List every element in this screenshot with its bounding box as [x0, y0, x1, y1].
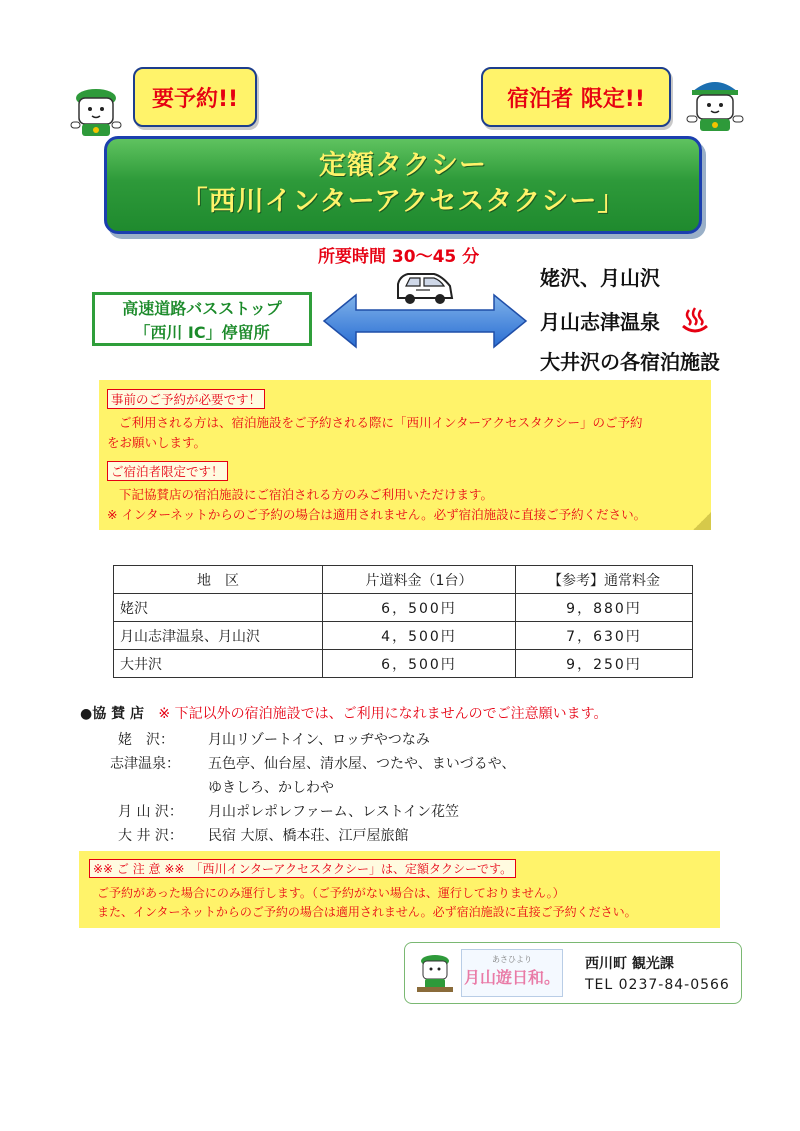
title-banner	[104, 136, 702, 234]
one-way-fare-cell: 4，500円	[323, 622, 516, 650]
area-cell: 月山志津温泉、月山沢	[114, 622, 323, 650]
info-text-1a: ご利用される方は、宿泊施設をご予約される際に「西川インターアクセスタクシー」のご予約	[119, 415, 643, 430]
table-row	[114, 594, 693, 622]
table-row	[114, 622, 693, 650]
sponsor-area: 姥 沢：	[118, 732, 174, 748]
footer-logo	[461, 949, 563, 997]
hot-spring-icon	[680, 306, 710, 334]
sponsor-area: 月 山 沢：	[118, 804, 183, 820]
sponsor-area: 大 井 沢：	[118, 828, 183, 844]
banner-title-line2: 「西川インターアクセスタクシー」	[180, 186, 626, 217]
info-label-guests: ご宿泊者限定です！	[107, 461, 228, 481]
area-cell: 姥沢	[114, 594, 323, 622]
reservation-required-badge: 要予約!!	[133, 67, 257, 127]
sponsor-names: 民宿 大原、橋本荘、江戸屋旅館	[208, 828, 409, 844]
destination-3: 大井沢の各宿泊施設	[540, 350, 720, 374]
sponsor-area: 志津温泉：	[110, 756, 180, 772]
caution-line1: ご予約があった場合にのみ運行します。（ご予約がない場合は、運行しておりません。）	[97, 886, 565, 900]
header-area: 地 区	[114, 566, 323, 594]
sponsors-title: ●協 賛 店	[80, 706, 144, 722]
sponsors-section	[80, 703, 720, 723]
sponsors-note: ※ 下記以外の宿泊施設では、ご利用になれませんのでご注意願います。	[158, 706, 608, 722]
logo-small-text: あさひより	[492, 955, 532, 964]
sponsor-names: 月山ポレポレファーム、レストイン花笠	[208, 804, 460, 820]
caution-label: ※※ ご 注 意 ※※ 「西川インターアクセスタクシー」は、定額タクシーです。	[89, 859, 516, 878]
mascot-left-image	[66, 82, 126, 142]
normal-fare-cell: 9，250円	[516, 650, 693, 678]
info-text-2b: ※ インターネットからのご予約の場合は適用されません。必ず宿泊施設に直接ご予約ください。	[107, 507, 647, 522]
normal-fare-cell: 7，630円	[516, 622, 693, 650]
footer-tel: TEL 0237-84-0566	[585, 977, 730, 993]
sponsor-names: 五色亭、仙台屋、清水屋、つたや、まいづるや、	[208, 756, 516, 772]
info-text-1b: をお願いします。	[107, 435, 207, 450]
mascot-right-image	[684, 72, 746, 136]
destination-1: 姥沢、月山沢	[540, 266, 660, 290]
page-fold-decoration	[693, 512, 711, 530]
caution-box	[79, 851, 720, 928]
table-header-row	[114, 566, 693, 594]
header-normal-fare: 【参考】通常料金	[516, 566, 693, 594]
bus-stop-line2: 「西川 IC」停留所	[134, 323, 270, 342]
guests-only-badge: 宿泊者 限定!!	[481, 67, 671, 127]
logo-text: 月山遊日和。	[463, 968, 560, 987]
area-cell: 大井沢	[114, 650, 323, 678]
table-row	[114, 650, 693, 678]
info-label-reservation: 事前のご予約が必要です！	[107, 389, 265, 409]
travel-time: 所要時間 30～45 分	[318, 247, 480, 267]
sponsor-names: ゆきしろ、かしわや	[208, 780, 334, 796]
normal-fare-cell: 9，880円	[516, 594, 693, 622]
double-arrow-icon	[322, 292, 528, 350]
one-way-fare-cell: 6，500円	[323, 594, 516, 622]
bus-stop-box	[92, 292, 312, 346]
header-one-way-fare: 片道料金（1台）	[323, 566, 516, 594]
destination-2: 月山志津温泉	[540, 310, 660, 334]
footer-mascot-image	[415, 951, 455, 995]
info-text-2a: 下記協賛店の宿泊施設にご宿泊される方のみご利用いただけます。	[119, 487, 494, 502]
sponsor-names: 月山リゾートイン、ロッヂやつなみ	[208, 732, 430, 748]
bus-stop-line1: 高速道路バスストップ	[122, 299, 282, 318]
fee-table	[113, 565, 693, 678]
caution-line2: また、インターネットからのご予約の場合は適用されません。必ず宿泊施設に直接ご予約ください。	[97, 905, 637, 919]
info-box	[99, 380, 711, 530]
footer-contact-box	[404, 942, 742, 1004]
footer-dept: 西川町 観光課	[585, 956, 674, 972]
one-way-fare-cell: 6，500円	[323, 650, 516, 678]
banner-title-line1: 定額タクシー	[319, 150, 487, 181]
